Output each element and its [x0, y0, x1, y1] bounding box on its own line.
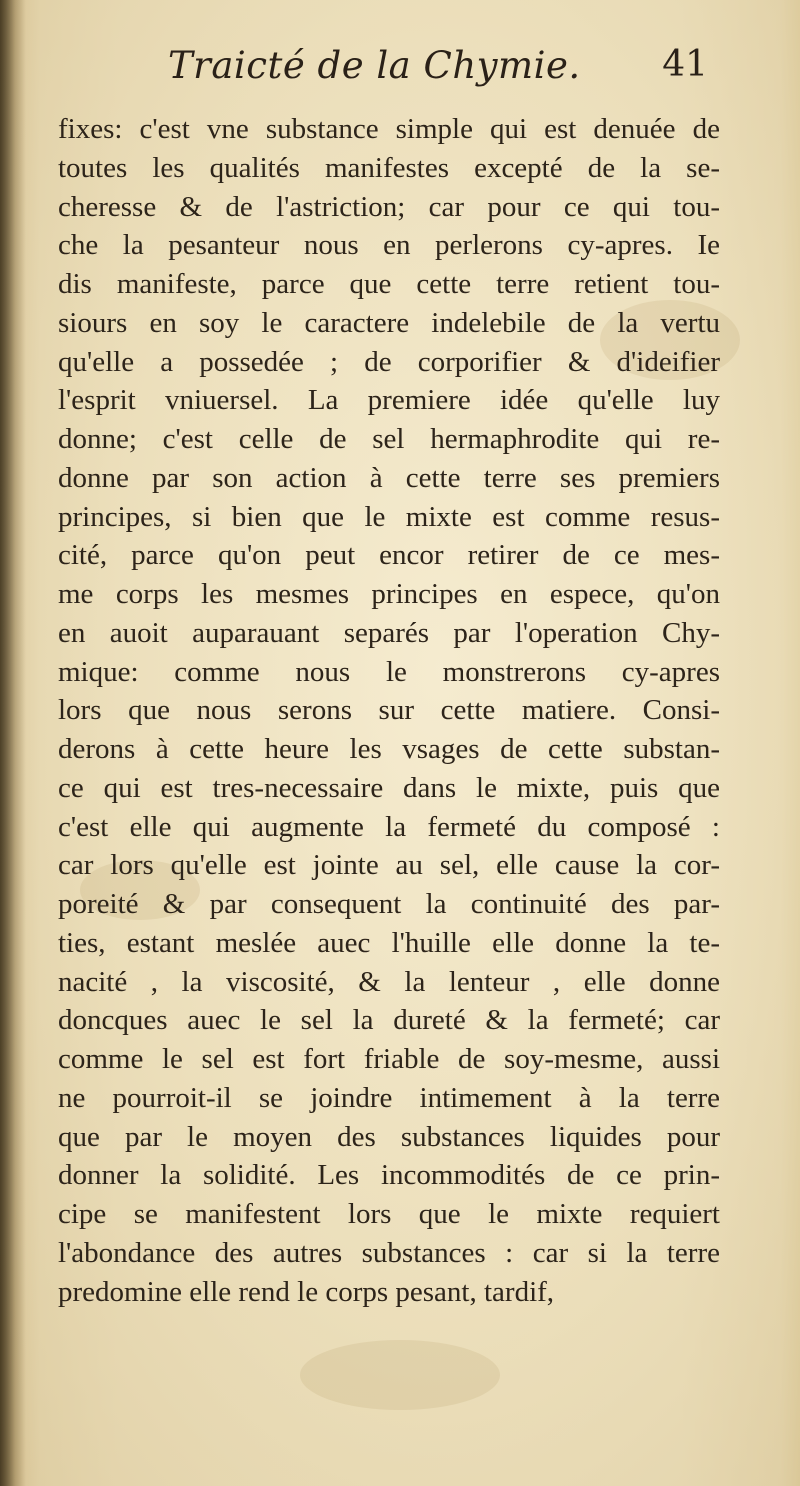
text-line: predomine elle rend le corps pesant, tardif, [58, 1275, 555, 1308]
running-title: Traicté de la Chymie. [168, 44, 581, 87]
text-line: dis manifeste, parce que cette terre retient tou- [58, 268, 720, 300]
text-line: me corps les mesmes principes en espece, qu'on [58, 578, 720, 610]
text-line: en auoit auparauant separés par l'operation Chy- [58, 616, 720, 649]
text-line: cheresse & de l'astriction; car pour ce qui tou- [58, 190, 720, 223]
text-line: siours en soy le caractere indelebile de la vertu [58, 306, 720, 339]
text-line: fixes: c'est vne substance simple qui est denuée de [58, 113, 720, 145]
text-line: donner la solidité. Les incommodités de ce prin- [58, 1159, 720, 1192]
text-line: ne pourroit-il se joindre intimement à la terre [58, 1081, 720, 1114]
text-line: cipe se manifestent lors que le mixte requiert [58, 1198, 720, 1230]
page-number: 41 [662, 44, 708, 85]
text-line: ce qui est tres-necessaire dans le mixte, puis que [58, 771, 720, 804]
text-line: che la pesanteur nous en perlerons cy-apres. Ie [58, 229, 720, 262]
text-line: cité, parce qu'on peut encor retirer de ce mes- [58, 539, 720, 572]
text-line: derons à cette heure les vsages de cette substan- [58, 733, 720, 765]
binding-gutter [0, 0, 26, 1486]
paper-stain [300, 1340, 500, 1410]
text-line: ties, estant meslée auec l'huille elle donne la te- [58, 926, 720, 959]
text-line: car lors qu'elle est jointe au sel, elle cause la cor- [58, 849, 720, 882]
text-line: l'esprit vniuersel. La premiere idée qu'elle luy [58, 384, 720, 417]
text-line: toutes les qualités manifestes excepté de la se- [58, 151, 720, 184]
text-line: nacité , la viscosité, & la lenteur , elle donne [58, 965, 720, 998]
text-line: l'abondance des autres substances : car si la terre [58, 1236, 720, 1269]
text-line: donne par son action à cette terre ses premiers [58, 461, 720, 494]
text-line: doncques auec le sel la dureté & la fermeté; car [58, 1004, 720, 1037]
text-line: donne; c'est celle de sel hermaphrodite qui re- [58, 423, 720, 455]
text-line: lors que nous serons sur cette matiere. Consi- [58, 694, 720, 727]
text-line: mique: comme nous le monstrerons cy-apres [58, 655, 720, 688]
text-line: c'est elle qui augmente la fermeté du composé : [58, 810, 720, 843]
text-line: qu'elle a possedée ; de corporifier & d'ideifier [58, 345, 720, 378]
text-line: que par le moyen des substances liquides pour [58, 1120, 720, 1153]
text-line: principes, si bien que le mixte est comme resus- [58, 500, 720, 533]
text-line: comme le sel est fort friable de soy-mesme, aussi [58, 1043, 720, 1075]
text-line: poreité & par consequent la continuité des par- [58, 888, 720, 920]
body-text [58, 110, 720, 1311]
page-header [168, 44, 708, 104]
